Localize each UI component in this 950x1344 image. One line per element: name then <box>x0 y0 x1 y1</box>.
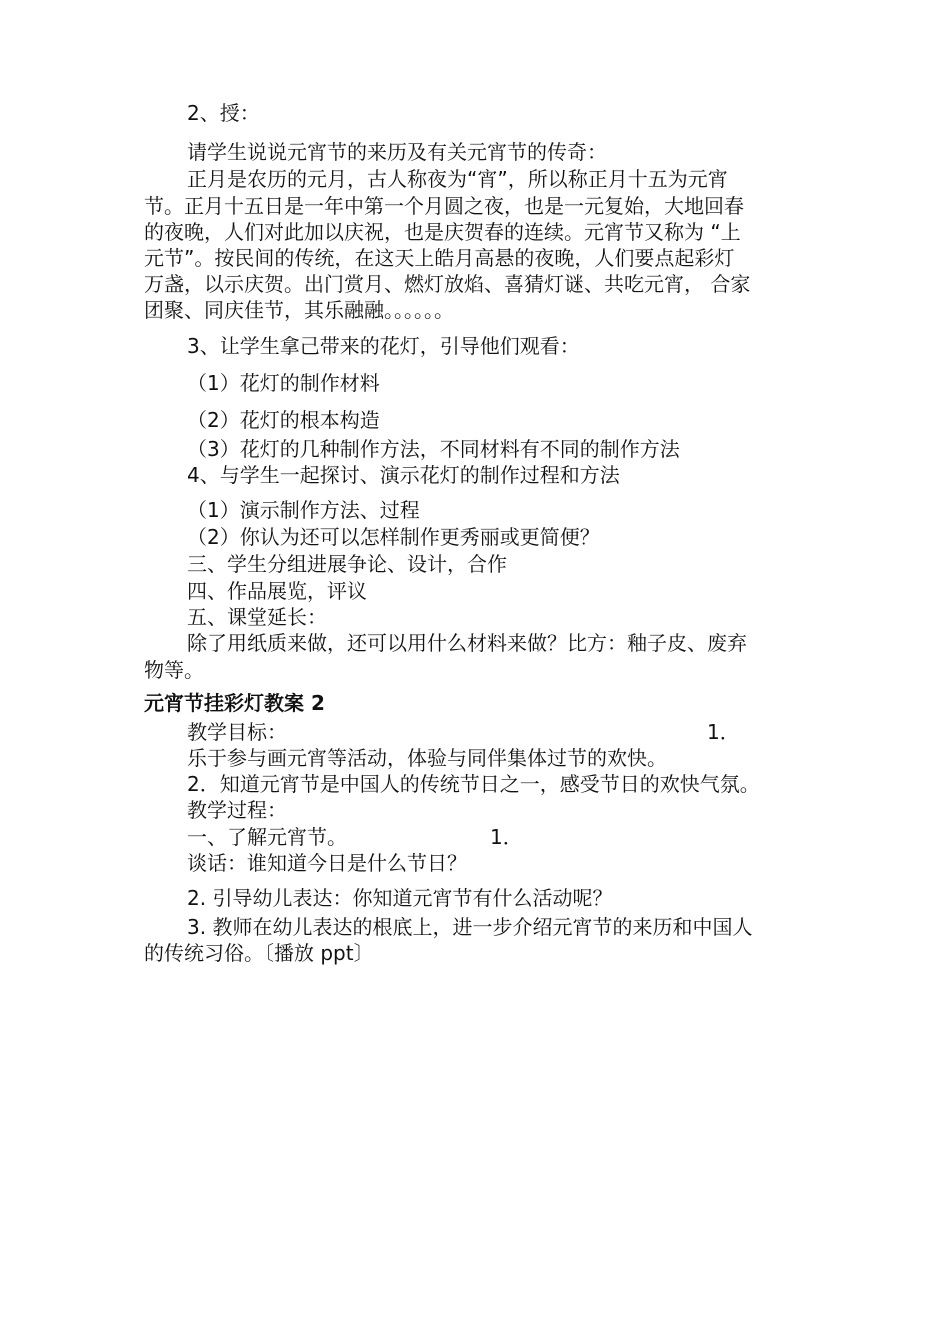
list-item: （2）你认为还可以怎样制作更秀丽或更简便？ <box>187 525 600 549</box>
list-item: （2）花灯的根本构造 <box>187 408 380 432</box>
paragraph-line: 乐于参与画元宵等活动，体验与同伴集体过节的欢快。 <box>187 746 667 770</box>
process-label: 教学过程： <box>187 798 287 822</box>
paragraph-line: 的传统习俗。〔播放 ppt〕 <box>144 941 374 965</box>
paragraph-line: 物等。 <box>144 658 204 682</box>
paragraph-line: 除了用纸质来做，还可以用什么材料来做？比方：釉子皮、废弃 <box>187 631 747 655</box>
item-number: 1． <box>707 720 740 744</box>
paragraph-line: 谈话：谁知道今日是什么节日？ <box>187 851 467 875</box>
list-item: （1）花灯的制作材料 <box>187 371 380 395</box>
paragraph-line: 团聚、同庆佳节，其乐融融。。。。。。 <box>144 298 454 322</box>
step-2-title: 2、授： <box>187 101 260 125</box>
paragraph-line: 元节”。按民间的传统，在这天上皓月高悬的夜晚，人们要点起彩灯 <box>144 246 735 270</box>
paragraph-line: 正月是农历的元月，古人称夜为“宵”，所以称正月十五为元宵 <box>187 167 728 191</box>
list-item: （3）花灯的几种制作方法，不同材料有不同的制作方法 <box>187 437 680 461</box>
paragraph-line: 节。正月十五日是一年中第一个月圆之夜，也是一元复始，大地回春 <box>144 194 744 218</box>
section-title: 五、课堂延长： <box>187 605 327 629</box>
list-item: 2. 引导幼儿表达：你知道元宵节有什么活动呢？ <box>187 886 613 910</box>
instruction-line: 请学生说说元宵节的来历及有关元宵节的传奇： <box>187 140 607 164</box>
paragraph-line: 2．知道元宵节是中国人的传统节日之一，感受节日的欢快气氛。 <box>187 772 760 796</box>
section-title: 三、学生分组进展争论、设计，合作 <box>187 552 507 576</box>
paragraph-line: 万盏，以示庆贺。出门赏月、燃灯放焰、喜猜灯谜、共吃元宵， 合家 <box>144 272 751 296</box>
section-title: 一、了解元宵节。 <box>187 825 347 849</box>
item-number: 1． <box>490 825 523 849</box>
objectives-label: 教学目标： <box>187 720 287 744</box>
list-item: 3. 教师在幼儿表达的根底上，进一步介绍元宵节的来历和中国人 <box>187 915 753 939</box>
paragraph-line: 的夜晚，人们对此加以庆祝，也是庆贺春的连续。元宵节又称为 “上 <box>144 220 741 244</box>
list-item: （1）演示制作方法、过程 <box>187 498 420 522</box>
lesson-plan-heading: 元宵节挂彩灯教案 2 <box>144 691 325 715</box>
section-title: 四、作品展览，评议 <box>187 579 367 603</box>
step-3-title: 3、让学生拿己带来的花灯，引导他们观看： <box>187 334 580 358</box>
step-4-title: 4、与学生一起探讨、演示花灯的制作过程和方法 <box>187 463 620 487</box>
